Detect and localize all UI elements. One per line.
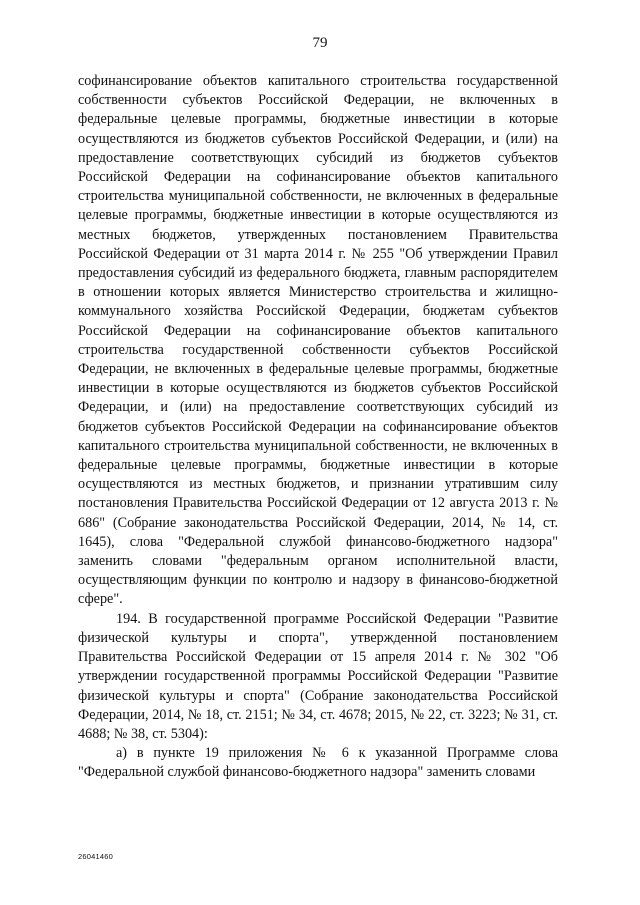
page-number: 79: [312, 35, 328, 51]
paragraph-item-194: 194. В государственной программе Российской Федерации "Развитие физической культуры и спорта", утвержденной постановлением Правительства Российской Федерации от 15 апреля 2014 г. № 302 "Об утверждении государственной программы Российской Федерации "Развитие физической культуры и спорта" (Собрание законодательства Российской Федерации, 2014, № 18, ст. 2151; № 34, ст. 4678; 2015, № 22, ст. 3223; № 31, ст. 4688; № 38, ст. 5304):: [78, 610, 558, 742]
paragraph-subitem-a: а) в пункте 19 приложения № 6 к указанной Программе слова "Федеральной службой финансово-бюджетного надзора" заменить словами: [78, 745, 558, 781]
document-body: [78, 72, 558, 783]
document-code: 26041460: [78, 852, 113, 861]
paragraph-continuation: софинансирование объектов капитального строительства государственной собственности субъектов Российской Федерации, не включенных в федеральные целевые программы, бюджетные инвестиции в которые осуществляются из бюджетов субъектов Российской Федерации, и (или) на предоставление соответствующих субсидий из бюджетов субъектов Российской Федерации на софинансирование объектов капитального строительства муниципальной собственности, не включенных в федеральные целевые программы, бюджетные инвестиции в которые осуществляются из местных бюджетов, утвержденных постановлением Правительства Российской Федерации от 31 марта 2014 г. № 255 "Об утверждении Правил предоставления субсидий из федерального бюджета, главным распорядителем в отношении которых является Министерство строительства и жилищно-коммунального хозяйства Российской Федерации, бюджетам субъектов Российской Федерации на софинансирование объектов капитального строительства государственной собственности субъектов Российской Федерации, не включенных в федеральные целевые программы, бюджетные инвестиции в которые осуществляются из бюджетов субъектов Российской Федерации, и (или) на предоставление соответствующих субсидий из бюджетов субъектов Российской Федерации на софинансирование объектов капитального строительства муниципальной собственности, не включенных в федеральные целевые программы, бюджетные инвестиции в которые осуществляются из местных бюджетов, и признании утратившим силу постановления Правительства Российской Федерации от 12 августа 2013 г. № 686" (Собрание законодательства Российской Федерации, 2014, № 14, ст. 1645), слова "Федеральной службой финансово-бюджетного надзора" заменить словами "федеральным органом исполнительной власти, осуществляющим функции по контролю и надзору в финансово-бюджетной сфере".: [78, 73, 558, 608]
